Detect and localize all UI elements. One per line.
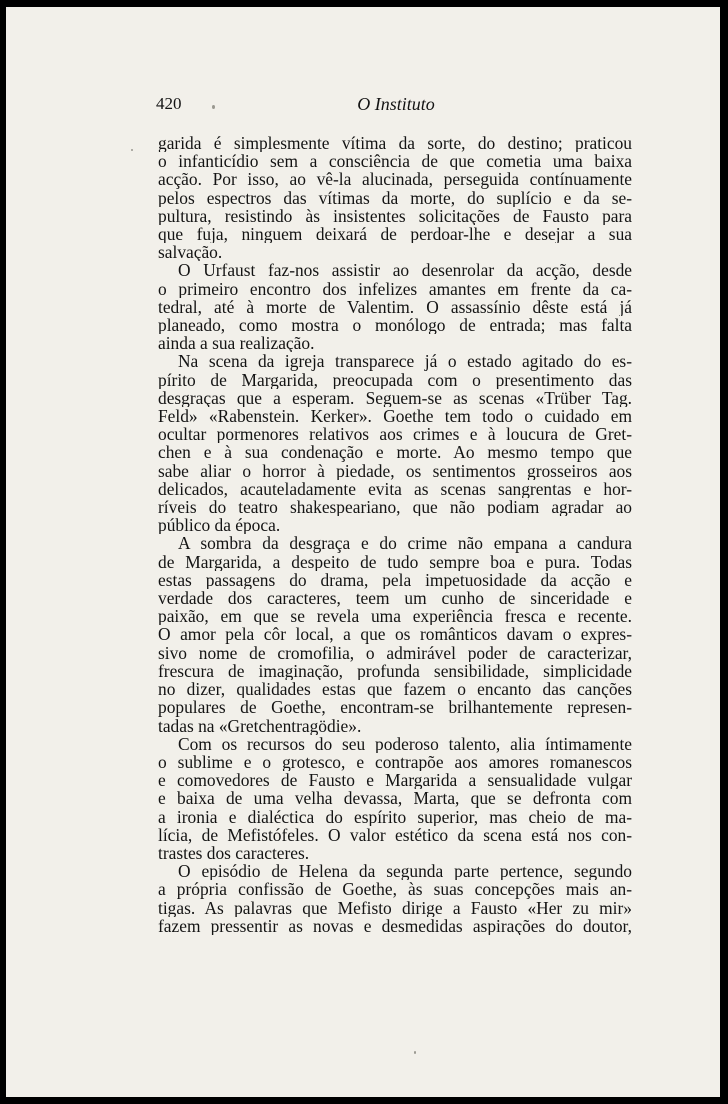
text-line: A sombra da desgraça e do crime não empana a candura (178, 534, 632, 553)
text-line: a própria confissão de Goethe, às suas concepções mais an- (158, 880, 632, 899)
text-line: que fuja, ninguem deixará de perdoar-lhe e desejar a sua (158, 225, 632, 244)
paragraph (158, 862, 632, 935)
text-line: chen e à sua condenação e morte. Ao mesmo tempo que (158, 443, 632, 462)
text-line: o infanticídio sem a consciência de que cometia uma baixa (158, 152, 632, 171)
text-line: paixão, em que se revela uma experiência fresca e recente. (158, 607, 632, 626)
text-line: lícia, de Mefistófeles. O valor estético da scena está nos con- (158, 825, 632, 844)
print-speck (414, 1051, 416, 1054)
page-number: 420 (156, 94, 182, 113)
text-line: fazem pressentir as novas e desmedidas aspirações do doutor, (158, 916, 632, 935)
print-speck (131, 149, 133, 151)
text-line: O episódio de Helena da segunda parte pertence, segundo (178, 862, 632, 881)
text-line: ocultar pormenores relativos aos crimes e à loucura de Gret- (158, 425, 632, 444)
text-line: público da época. (158, 516, 281, 535)
text-line: ríveis do teatro shakespeariano, que não podiam agradar ao (158, 498, 632, 517)
text-line: estas passagens do drama, pela impetuosidade da acção e (158, 570, 632, 590)
text-line: tedral, até à morte de Valentim. O assassínio dêste está já (158, 297, 632, 317)
text-line: de Margarida, a despeito de tudo sempre boa e pura. Todas (158, 552, 632, 571)
text-line: frescura de imaginação, profunda sensibilidade, simplicidade (158, 661, 632, 681)
text-line: trastes dos caracteres. (158, 843, 310, 863)
text-line: Na scena da igreja transparece já o estado agitado do es- (178, 352, 632, 371)
text-line: delicados, acauteladamente evita as scenas sangrentas e hor- (158, 479, 632, 499)
text-line: garida é simplesmente vítima da sorte, do destino; praticou (158, 134, 632, 153)
text-line: desgraças que a esperam. Seguem-se as scenas «Trüber Tag. (158, 388, 632, 408)
body-text (158, 134, 632, 935)
text-line: sivo nome de cromofilia, o admirável poder de caracterizar, (158, 643, 632, 662)
paragraph (158, 261, 632, 352)
text-line: planeado, como mostra o monólogo de entrada; mas falta (158, 316, 632, 335)
text-line: acção. Por isso, ao vê-la alucinada, perseguida contínuamente (158, 170, 632, 189)
text-line: sabe aliar o horror à piedade, os sentimentos grosseiros aos (158, 461, 632, 480)
text-line: tadas na «Gretchentragödie». (158, 716, 362, 735)
text-line: o sublime e o grotesco, e contrapõe aos amores romanescos (158, 752, 632, 772)
page-header (156, 94, 636, 118)
text-line: tigas. As palavras que Mefisto dirige a Fausto «Her zu mir» (158, 898, 632, 917)
book-page (6, 7, 720, 1097)
text-line: no dizer, qualidades estas que fazem o encanto das canções (158, 680, 632, 699)
text-line: O Urfaust faz-nos assistir ao desenrolar da acção, desde (178, 261, 632, 280)
text-line: populares de Goethe, encontram-se brilhantemente represen- (158, 698, 632, 717)
text-line: Com os recursos do seu poderoso talento, alia íntimamente (178, 734, 632, 753)
text-line: e comovedores de Fausto e Margarida a sensualidade vulgar (158, 771, 632, 790)
running-title: O Instituto (357, 94, 435, 114)
text-line: Feld» «Rabenstein. Kerker». Goethe tem todo o cuidado em (158, 407, 632, 426)
text-line: pelos espectros das vítimas da morte, do suplício e da se- (158, 188, 632, 207)
paragraph (158, 735, 632, 862)
text-line: o primeiro encontro dos infelizes amantes em frente da ca- (158, 279, 632, 298)
paragraph (158, 352, 632, 534)
text-line: ainda a sua realização. (158, 334, 315, 353)
text-line: O amor pela côr local, a que os românticos davam o expres- (158, 625, 632, 644)
text-line: e baixa de uma velha devassa, Marta, que se defronta com (158, 789, 632, 808)
print-speck (212, 105, 215, 109)
text-line: pírito de Margarida, preocupada com o presentimento das (158, 370, 632, 389)
text-line: a ironia e dialéctica do espírito superior, mas cheio de ma- (158, 807, 632, 826)
text-line: pultura, resistindo às insistentes solicitações de Fausto para (158, 206, 632, 226)
paragraph (158, 134, 632, 261)
text-line: salvação. (158, 243, 223, 262)
paragraph (158, 534, 632, 734)
text-line: verdade dos caracteres, teem um cunho de sinceridade e (158, 589, 632, 608)
